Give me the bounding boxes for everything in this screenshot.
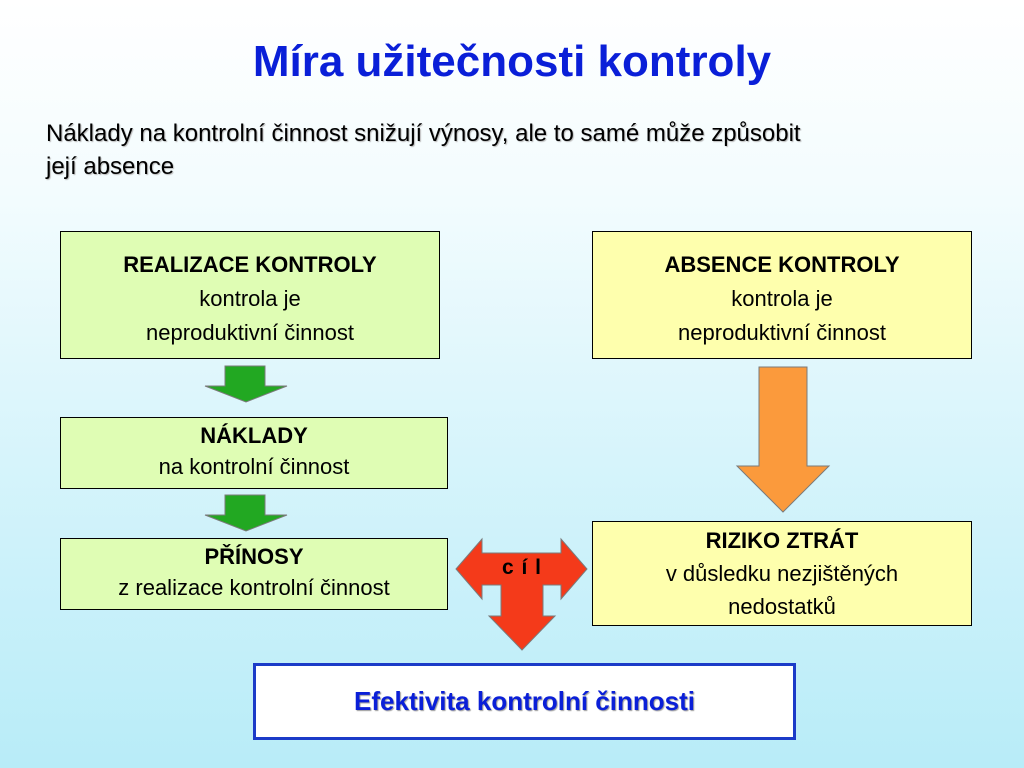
green-down-arrow-2 <box>203 494 289 532</box>
goal-three-way-arrow <box>455 536 589 652</box>
realizace-text-line-1: kontrola je <box>199 286 301 311</box>
page-title: Míra užitečnosti kontroly <box>252 37 772 86</box>
efektivita-result-box: Efektivita kontrolní činnosti <box>253 663 796 740</box>
green-down-arrow-1 <box>203 365 289 403</box>
prinosy-text-line-1: z realizace kontrolní činnost <box>118 575 390 600</box>
riziko-ztrat-box <box>592 521 972 626</box>
prinosy-box <box>60 538 448 610</box>
naklady-box <box>60 417 448 489</box>
absence-heading: ABSENCE KONTROLY <box>664 252 900 277</box>
realizace-heading: REALIZACE KONTROLY <box>123 252 377 277</box>
riziko-heading: RIZIKO ZTRÁT <box>705 528 859 553</box>
naklady-heading: NÁKLADY <box>200 423 308 448</box>
realizace-text-line-2: neproduktivní činnost <box>146 320 354 345</box>
absence-text-line-2: neproduktivní činnost <box>678 320 886 345</box>
orange-down-arrow <box>735 366 831 514</box>
riziko-text-line-2: nedostatků <box>728 594 836 619</box>
naklady-text-line-1: na kontrolní činnost <box>158 454 350 479</box>
goal-arrow-label: c í l <box>501 556 543 579</box>
prinosy-heading: PŘÍNOSY <box>204 544 304 569</box>
subtitle <box>46 117 966 183</box>
realizace-kontroly-box <box>60 231 440 359</box>
riziko-text-line-1: v důsledku nezjištěných <box>665 561 899 586</box>
absence-kontroly-box <box>592 231 972 359</box>
subtitle-line-1: Náklady na kontrolní činnost snižují výnosy, ale to samé může způsobit <box>46 120 801 147</box>
absence-text-line-1: kontrola je <box>731 286 833 311</box>
subtitle-line-2: její absence <box>46 153 175 180</box>
